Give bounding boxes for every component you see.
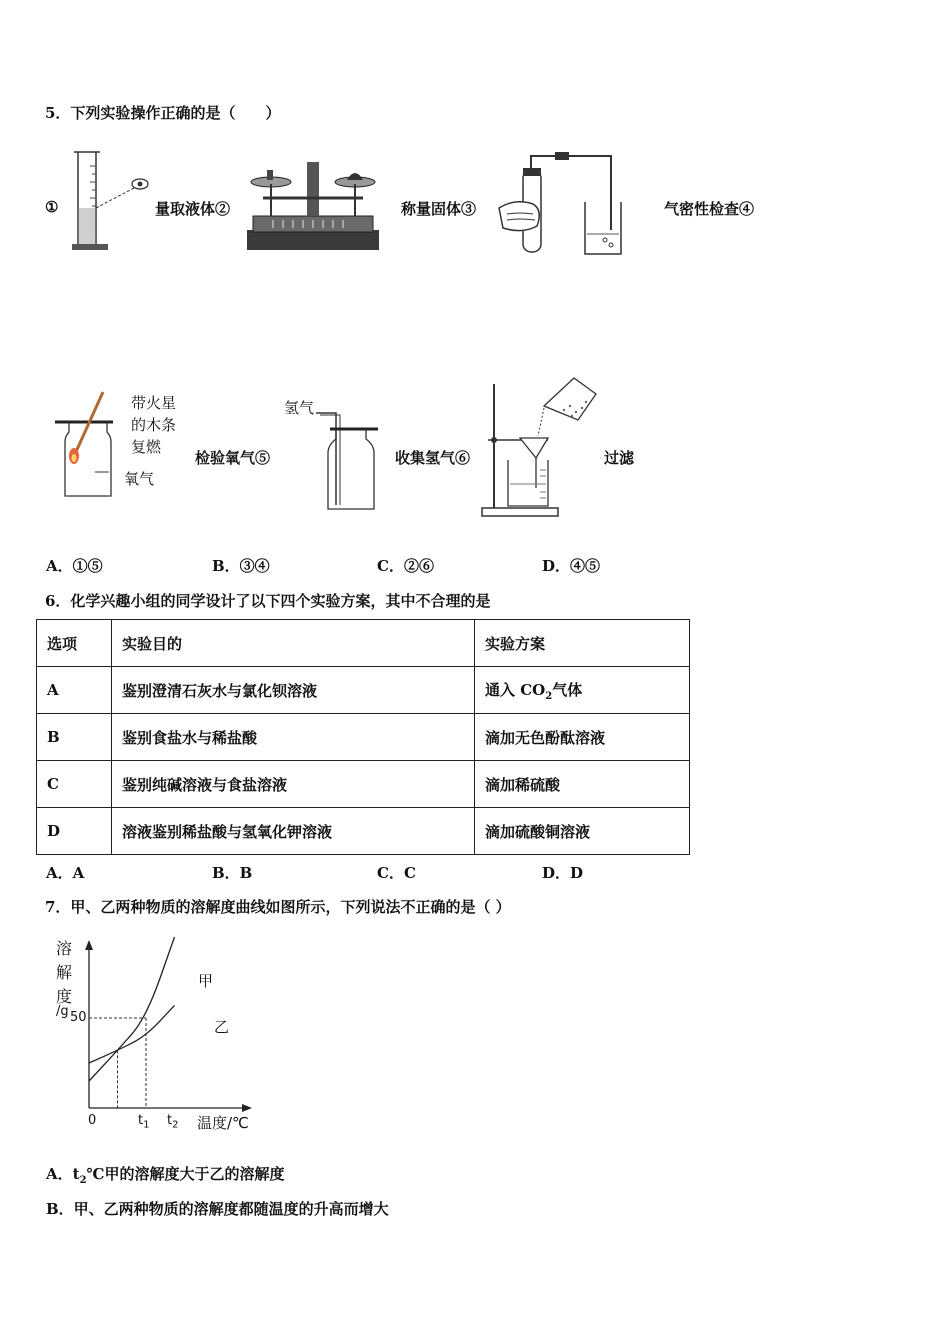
q7-option-b[interactable]: B．甲、乙两种物质的溶解度都随温度的升高而增大 <box>46 1200 389 1218</box>
q5-question: 5．下列实验操作正确的是（ ） <box>45 104 281 122</box>
fig-text-hydrogen: 氢气 <box>284 399 315 417</box>
q6-question: 6．化学兴趣小组的同学设计了以下四个实验方案，其中不合理的是 <box>45 592 491 610</box>
label-collect-hydrogen: 收集氢气⑥ <box>395 449 471 467</box>
chart-ylabel-unit: /g <box>56 1004 69 1019</box>
q6-option-b[interactable]: B．B <box>212 864 253 882</box>
chart-xtick-t1: $t_1$ <box>138 1113 150 1131</box>
q6-option-c[interactable]: C．C <box>377 864 416 882</box>
chart-y-axis-arrow <box>85 940 93 950</box>
row-plan-text: 通入 CO <box>485 680 546 699</box>
row-plan: 滴加无色酚酞溶液 <box>475 714 690 761</box>
row-option: B <box>37 714 112 761</box>
label-measure-liquid: 量取液体② <box>155 200 231 218</box>
q7-option-a[interactable]: A．$t_2℃$甲的溶解度大于乙的溶解度 <box>46 1165 285 1186</box>
row-plan: 滴加硫酸铜溶液 <box>475 808 690 855</box>
row-option: A <box>37 667 112 714</box>
chart-legend-yi: 乙 <box>214 1018 230 1036</box>
fig-text-spark-3: 复燃 <box>131 438 162 456</box>
series-jia-curve <box>89 937 175 1081</box>
chart-xtick-t2: $t_2$ <box>167 1113 179 1131</box>
label-airtightness: 气密性检查④ <box>664 200 755 218</box>
row-purpose: 鉴别澄清石灰水与氯化钡溶液 <box>112 667 475 714</box>
row-plan-text-end: 气体 <box>552 680 583 699</box>
q5-option-b[interactable]: B．③④ <box>212 557 270 575</box>
chart-xlabel: 温度/℃ <box>197 1114 249 1132</box>
label-filtration: 过滤 <box>604 449 635 467</box>
chart-legend-jia: 甲 <box>198 972 214 990</box>
header-purpose: 实验目的 <box>112 620 475 667</box>
chart-x-axis-arrow <box>242 1104 252 1112</box>
row-purpose: 溶液鉴别稀盐酸与氢氧化钾溶液 <box>112 808 475 855</box>
chart-ylabel-char-3: 度 <box>56 987 73 1006</box>
row-purpose: 鉴别食盐水与稀盐酸 <box>112 714 475 761</box>
chart-origin-label: 0 <box>88 1113 97 1128</box>
fig-text-oxygen: 氧气 <box>124 470 155 488</box>
q6-option-a[interactable]: A．A <box>46 864 85 882</box>
header-plan: 实验方案 <box>475 620 690 667</box>
row-option: C <box>37 761 112 808</box>
chart-ytick-50: 50 <box>70 1010 87 1025</box>
q5-option-c[interactable]: C．②⑥ <box>377 557 434 575</box>
q5-option-d[interactable]: D．④⑤ <box>542 557 601 575</box>
label-cylinder-number: ① <box>45 198 59 216</box>
fig-text-spark-1: 带火星 <box>131 394 177 412</box>
label-test-oxygen: 检验氧气⑤ <box>195 449 271 467</box>
q5-option-a[interactable]: A．①⑤ <box>46 557 103 575</box>
row-purpose: 鉴别纯碱溶液与食盐溶液 <box>112 761 475 808</box>
chart-ylabel-char-1: 溶 <box>56 939 73 958</box>
row-option: D <box>37 808 112 855</box>
q6-option-d[interactable]: D．D <box>542 864 584 882</box>
q7-question: 7．甲、乙两种物质的溶解度曲线如图所示，下列说法不正确的是（ ） <box>45 898 511 916</box>
row-plan: 滴加稀硫酸 <box>475 761 690 808</box>
label-weigh-solid: 称量固体③ <box>401 200 477 218</box>
fig-text-spark-2: 的木条 <box>131 416 177 434</box>
header-option: 选项 <box>37 620 112 667</box>
chart-ylabel-char-2: 解 <box>56 963 73 982</box>
row-plan-subscript: 2 <box>545 690 553 702</box>
